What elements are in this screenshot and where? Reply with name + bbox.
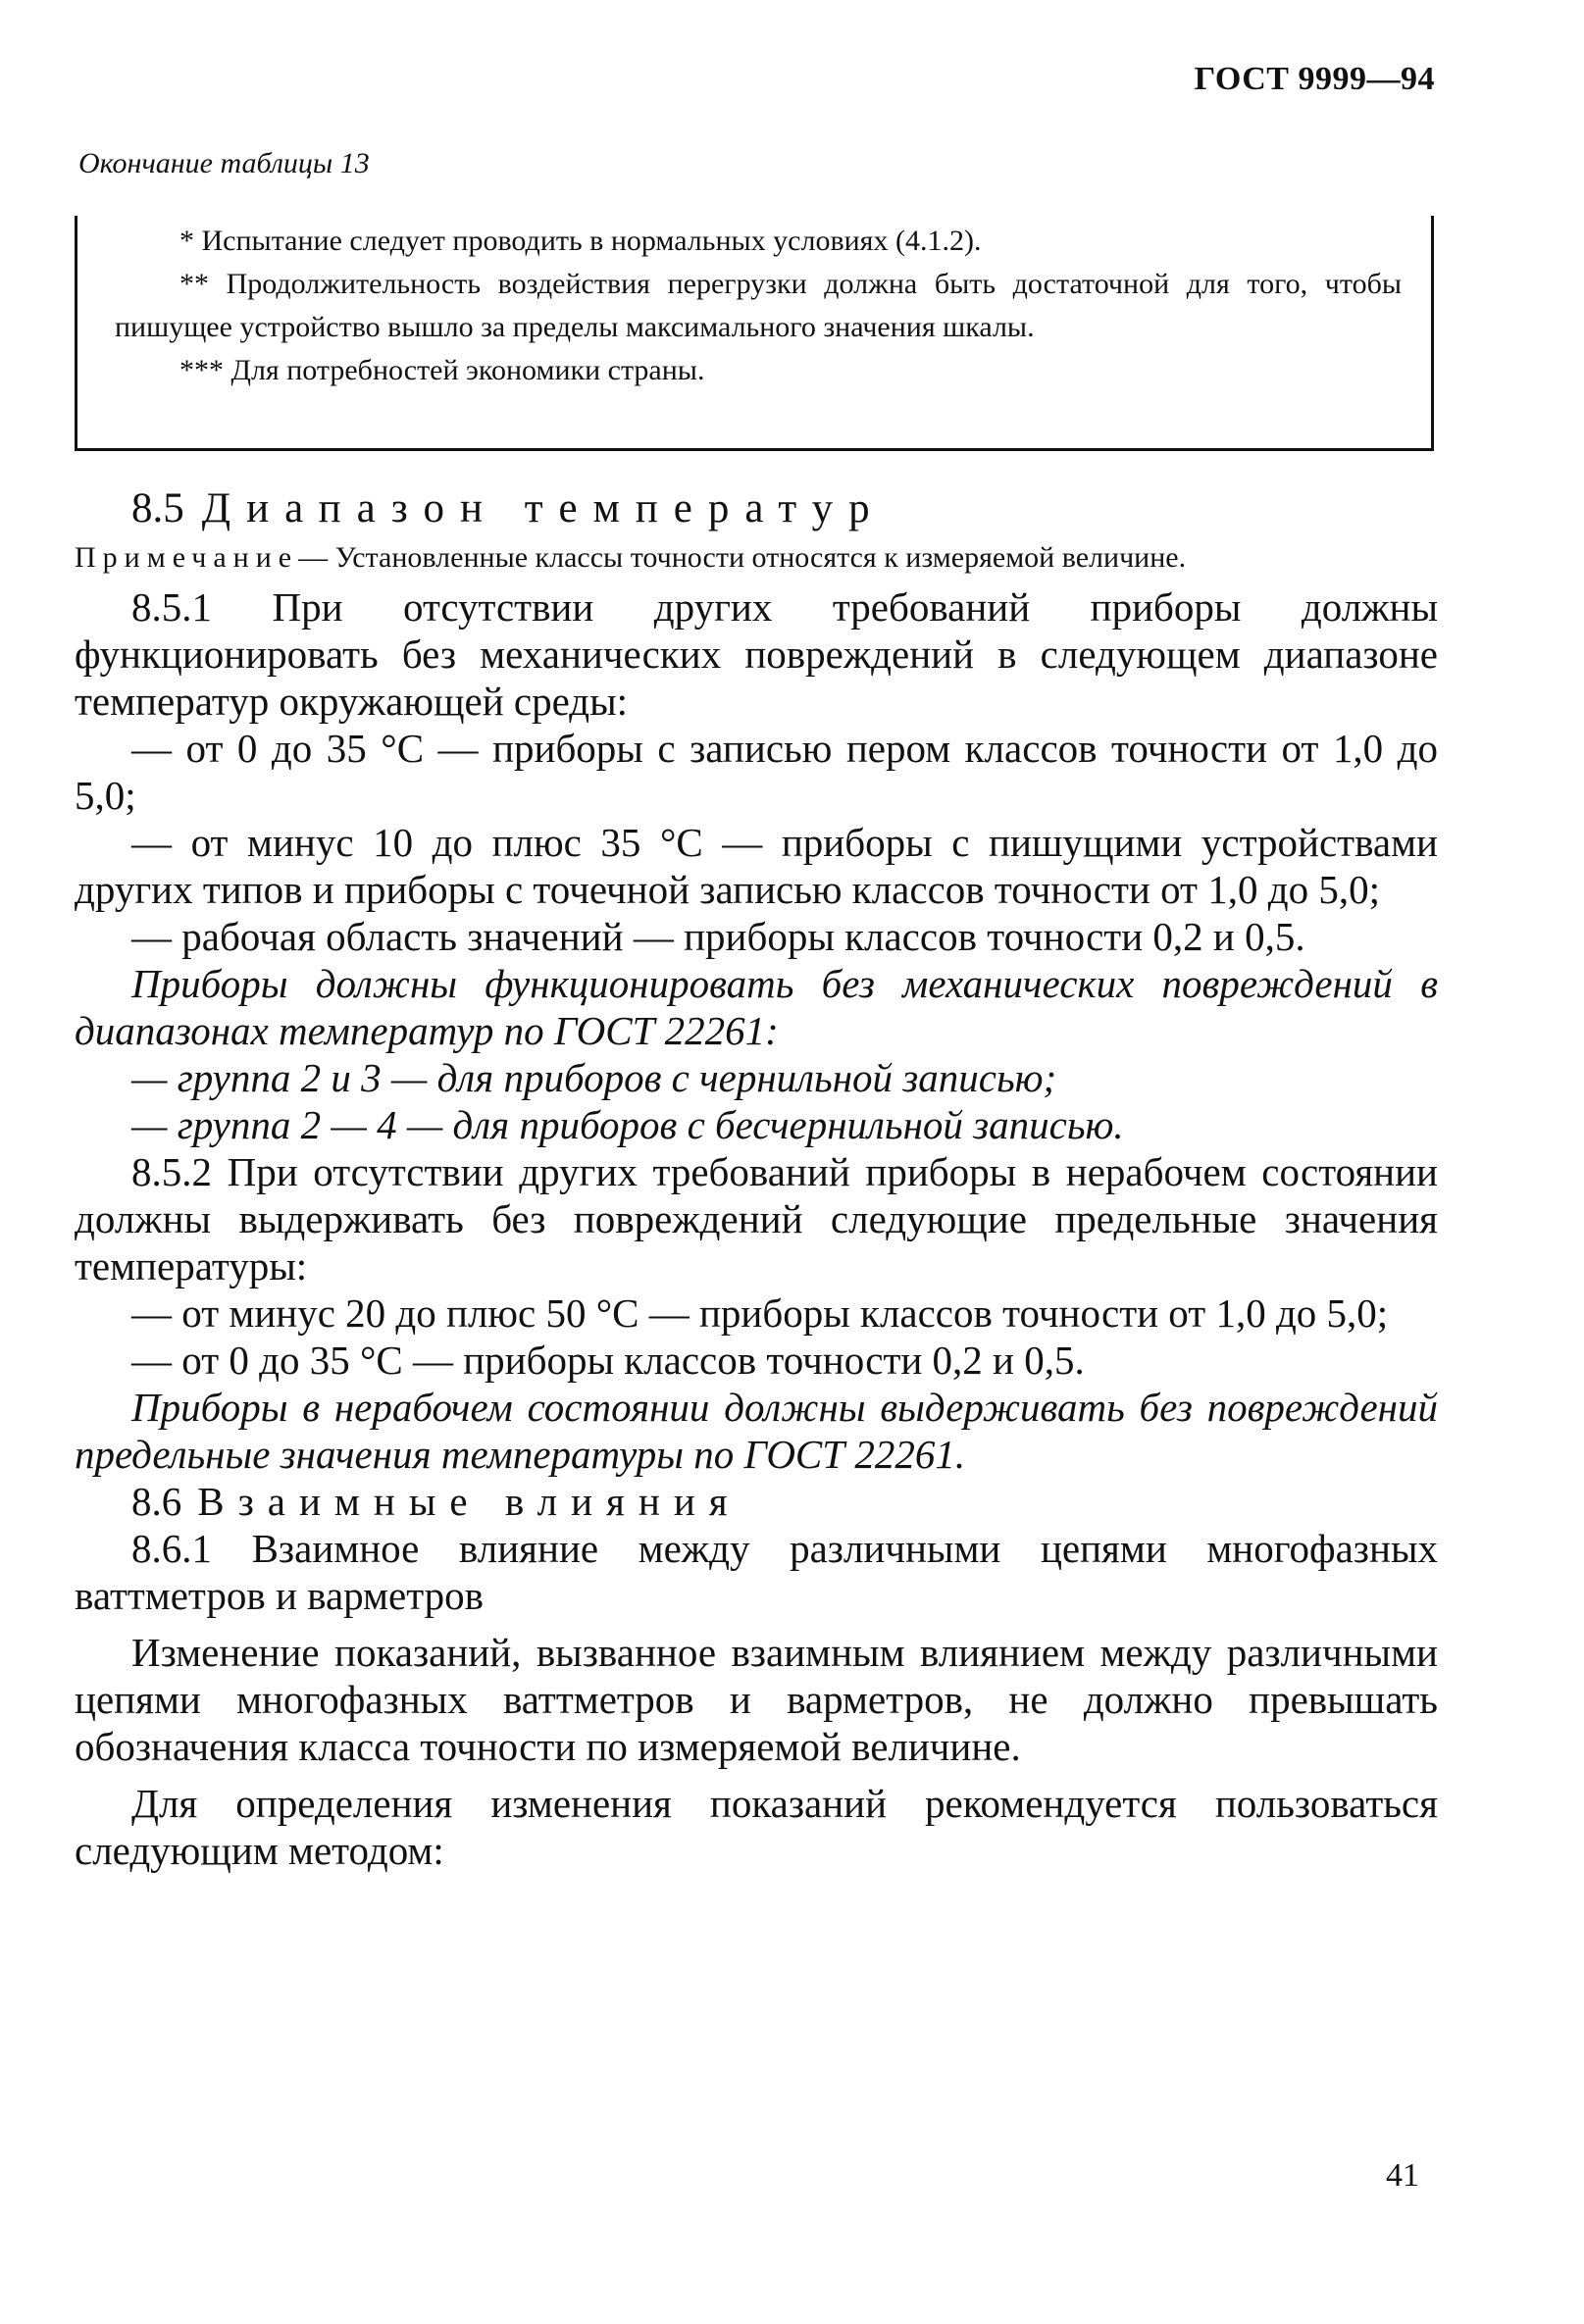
italic-paragraph-1: Приборы должны функционировать без механических повреждений в диапазонах температур по ГОСТ 22261: (75, 961, 1438, 1053)
list-item: — рабочая область значений — приборы классов точности 0,2 и 0,5. (131, 914, 1305, 959)
paragraph-change: Изменение показаний, вызванное взаимным влиянием между различными цепями многофазных ваттметров и варметров, не должно превышать обозначения класса точности по измеряемой величине. (75, 1630, 1438, 1769)
paragraph-method: Для определения изменения показаний рекомендуется пользоваться следующим методом: (75, 1781, 1438, 1873)
italic-paragraph-2: Приборы в нерабочем состоянии должны выдерживать без повреждений предельные значения температуры по ГОСТ 22261. (75, 1385, 1438, 1477)
list-item: — от 0 до 35 °С — приборы с записью пером классов точности от 1,0 до 5,0; (75, 726, 1438, 818)
section-8-5-number: 8.5 (131, 485, 184, 531)
note-label: Примечание (75, 541, 299, 574)
paragraph-8-6-1: 8.6.1 Взаимное влияние между различными цепями многофазных ваттметров и варметров (75, 1526, 1438, 1618)
section-8-5-title: Диапазон температур (201, 485, 886, 531)
note-text: — Установленные классы точности относятся к измеряемой величине. (298, 541, 1187, 574)
list-item: — от минус 20 до плюс 50 °С — приборы классов точности от 1,0 до 5,0; (131, 1290, 1389, 1336)
page-number: 41 (1386, 2157, 1419, 2194)
table-continuation-caption: Окончание таблицы 13 (78, 147, 370, 179)
section-8-6-title: Взаимные влияния (197, 1479, 741, 1524)
paragraph-8-5-2: 8.5.2 При отсутствии других требований приборы в нерабочем состоянии должны выдерживать без повреждений следующие предельные значения температуры: (75, 1149, 1438, 1288)
section-8-6-heading (75, 1478, 1438, 1525)
italic-list-item: — группа 2 — 4 — для приборов с бесчернильной записью. (131, 1102, 1124, 1147)
section-8-5-heading (131, 485, 1438, 532)
section-8-5-note (75, 540, 1438, 576)
paragraph-8-5-1: 8.5.1 При отсутствии других требований приборы должны функционировать без механических повреждений в следующем диапазоне температур окружающей среды: (75, 584, 1438, 724)
italic-list-item: — группа 2 и 3 — для приборов с чернильной записью; (131, 1055, 1057, 1100)
list-item: — от минус 10 до плюс 35 °С — приборы с пишущими устройствами других типов и приборы с точечной записью классов точности от 1,0 до 5,0; (75, 820, 1438, 912)
main-content (75, 485, 1438, 1874)
document-code-header: ГОСТ 9999—94 (1194, 61, 1435, 97)
table-note-1: * Испытание следует проводить в нормальных условиях (4.1.2). (179, 225, 982, 257)
list-item: — от 0 до 35 °С — приборы классов точности 0,2 и 0,5. (131, 1338, 1085, 1383)
table-note-3: *** Для потребностей экономики страны. (179, 354, 705, 386)
table-note-2: ** Продолжительность воздействия перегрузки должна быть достаточной для того, чтобы пишущее устройство вышло за пределы максимального значения шкалы. (115, 268, 1402, 343)
table-notes-box (75, 216, 1434, 451)
section-8-6-number: 8.6 (131, 1479, 182, 1524)
